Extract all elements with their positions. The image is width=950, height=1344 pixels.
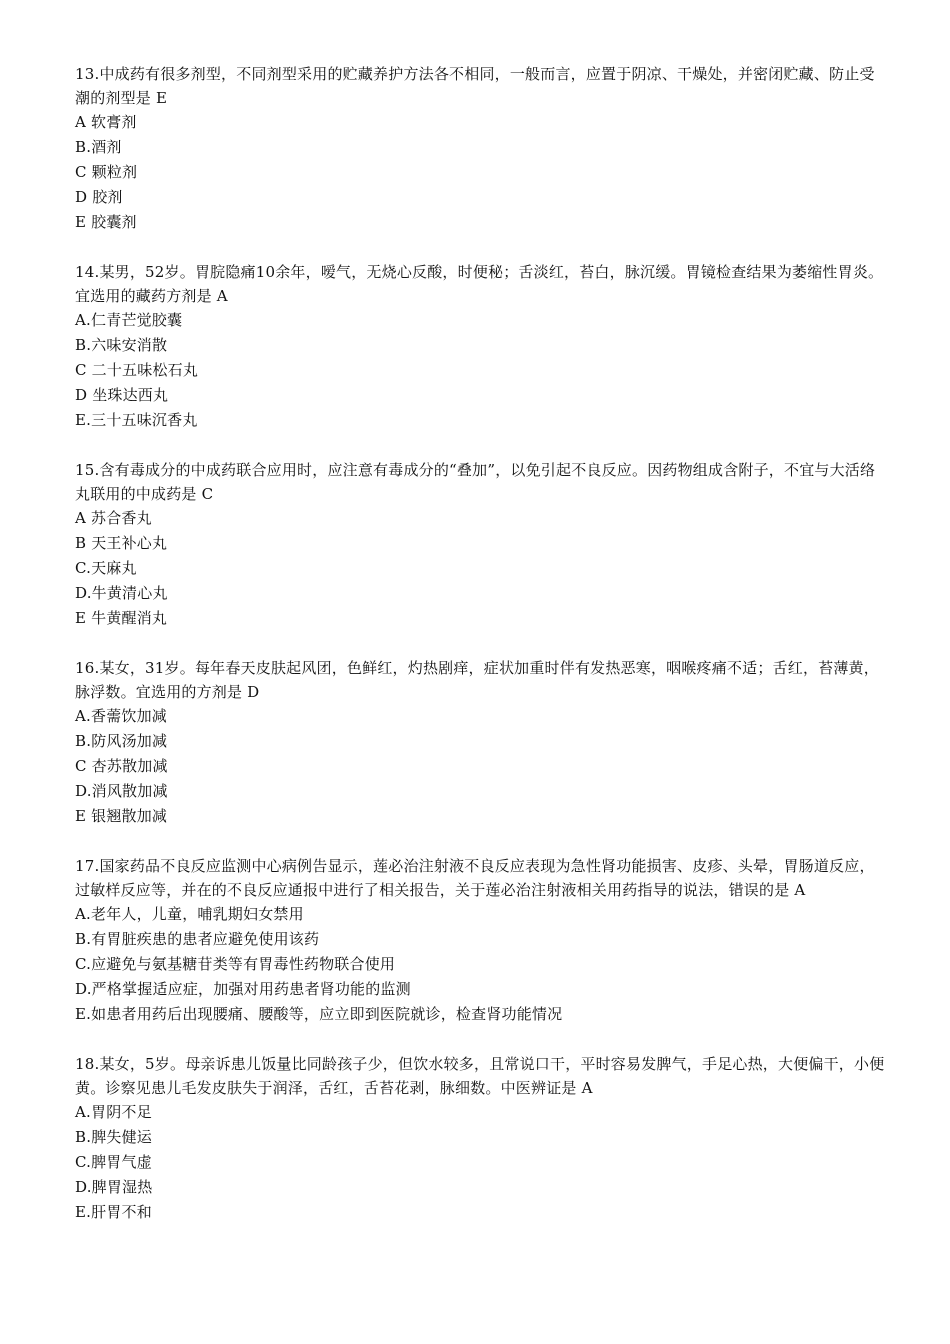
option-b: B.防风汤加减: [75, 732, 168, 750]
question-stem: 18.某女，5岁。母亲诉患儿饭量比同龄孩子少，但饮水较多，且常说口干，平时容易发脾气，手足心热，大便偏干，小便黄。诊察见患儿毛发皮肤失于润泽，舌红，舌苔花剥，脉细数。中医辨证是 A: [75, 1055, 885, 1097]
question-15: [75, 458, 885, 631]
option-a: A 苏合香丸: [75, 509, 152, 527]
option-c: C.天麻丸: [75, 559, 137, 577]
option-a: A.仁青芒觉胶囊: [75, 311, 183, 329]
option-d: D 胶剂: [75, 188, 123, 206]
document-page: [75, 62, 885, 1250]
option-a: A 软膏剂: [75, 113, 137, 131]
option-b: B 天王补心丸: [75, 534, 168, 552]
option-b: B.有胃脏疾患的患者应避免使用该药: [75, 930, 320, 948]
option-e: E 胶囊剂: [75, 213, 137, 231]
option-d: D.消风散加减: [75, 782, 168, 800]
option-e: E 牛黄醒消丸: [75, 609, 168, 627]
question-14: [75, 260, 885, 433]
question-stem: 14.某男，52岁。胃脘隐痛10余年，嗳气，无烧心反酸，时便秘；舌淡红，苔白，脉沉缓。胃镜检查结果为萎缩性胃炎。宜选用的藏药方剂是 A: [75, 263, 884, 305]
question-stem: 15.含有毒成分的中成药联合应用时，应注意有毒成分的“叠加”，以免引起不良反应。因药物组成含附子，不宜与大活络丸联用的中成药是 C: [75, 461, 876, 503]
option-d: D.脾胃湿热: [75, 1178, 153, 1196]
option-c: C.脾胃气虚: [75, 1153, 152, 1171]
question-13: [75, 62, 885, 235]
option-b: B.酒剂: [75, 138, 122, 156]
question-18: [75, 1052, 885, 1225]
option-c: C.应避免与氨基糖苷类等有胃毒性药物联合使用: [75, 955, 396, 973]
option-d: D.严格掌握适应症，加强对用药患者肾功能的监测: [75, 980, 411, 998]
option-a: A.香薷饮加减: [75, 707, 168, 725]
question-16: [75, 656, 885, 829]
option-e: E.肝胃不和: [75, 1203, 152, 1221]
option-c: C 颗粒剂: [75, 163, 138, 181]
option-a: A.胃阴不足: [75, 1103, 152, 1121]
option-e: E 银翘散加减: [75, 807, 168, 825]
option-c: C 杏苏散加减: [75, 757, 168, 775]
question-17: [75, 854, 885, 1027]
option-d: D 坐珠达西丸: [75, 386, 169, 404]
option-a: A.老年人，儿童，哺乳期妇女禁用: [75, 905, 304, 923]
option-b: B.脾失健运: [75, 1128, 152, 1146]
option-b: B.六味安消散: [75, 336, 168, 354]
option-c: C 二十五味松石丸: [75, 361, 199, 379]
option-e: E.三十五味沉香丸: [75, 411, 198, 429]
question-stem: 16.某女，31岁。每年春天皮肤起风团，色鲜红，灼热剧痒，症状加重时伴有发热恶寒，咽喉疼痛不适；舌红，苔薄黄，脉浮数。宜选用的方剂是 D: [75, 659, 879, 701]
option-d: D.牛黄清心丸: [75, 584, 168, 602]
option-e: E.如患者用药后出现腰痛、腰酸等，应立即到医院就诊，检查肾功能情况: [75, 1005, 563, 1023]
question-stem: 13.中成药有很多剂型，不同剂型采用的贮藏养护方法各不相同，一般而言，应置于阴凉、干燥处，并密闭贮藏、防止受潮的剂型是 E: [75, 65, 875, 107]
question-stem: 17.国家药品不良反应监测中心病例告显示，莲必治注射液不良反应表现为急性肾功能损害、皮疹、头晕，胃肠道反应，过敏样反应等，并在的不良反应通报中进行了相关报告，关于莲必治注射液相关用药指导的说法，错误的是 A: [75, 857, 875, 899]
